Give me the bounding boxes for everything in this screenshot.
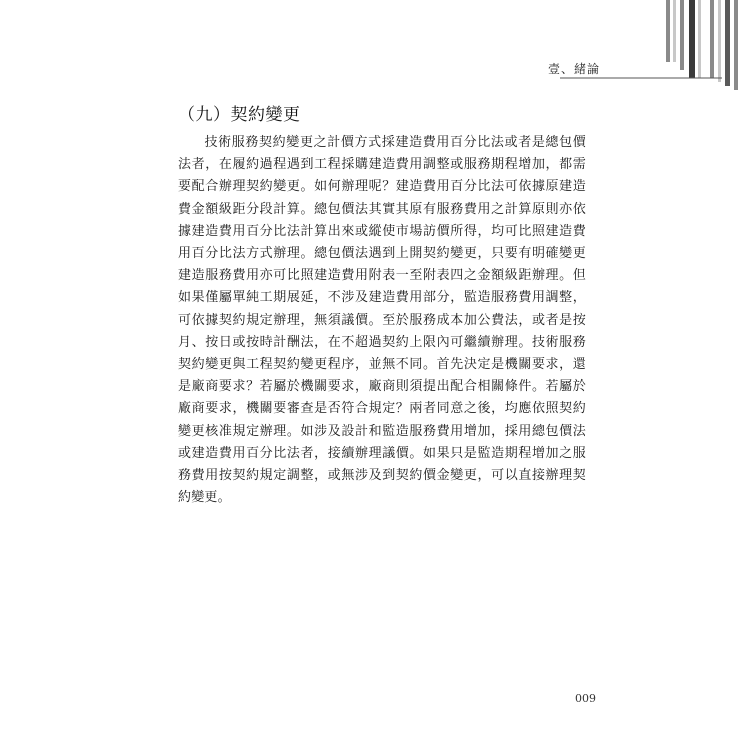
body-paragraph — [178, 132, 586, 509]
page-number: 009 — [575, 692, 596, 705]
chapter-tab-decoration — [560, 0, 750, 95]
section-heading: （九）契約變更 — [178, 105, 301, 125]
paragraph-text: 技術服務契約變更之計價方式採建造費用百分比法或者是總包價法者，在履約過程遇到工程採購建造費用調整或服務期程增加，都需要配合辦理契約變更。如何辦理呢？建造費用百分比法可依據原建造費金額級距分段計算。總包價法其實其原有服務費用之計算原則亦依據建造費用百分比法計算出來或縱使市場訪價所得，均可比照建造費用百分比法方式辦理。總包價法遇到上開契約變更，只要有明確變更建造服務費用亦可比照建造費用附表一至附表四之金額級距辦理。但如果僅屬單純工期展延，不涉及建造費用部分，監造服務費用調整，可依據契約規定辦理，無須議價。至於服務成本加公費法，或者是按月、按日或按時計酬法，在不超過契約上限內可繼續辦理。技術服務契約變更與工程契約變更程序，並無不同。首先決定是機關要求，還是廠商要求？若屬於機關要求，廠商則須提出配合相關條件。若屬於廠商要求，機關要審查是否符合規定？兩者同意之後，均應依照契約變更核准規定辦理。如涉及設計和監造服務費用增加，採用總包價法或建造費用百分比法者，接續辦理議價。如果只是監造期程增加之服務費用按契約規定調整，或無涉及到契約價金變更，可以直接辦理契約變更。 — [178, 135, 586, 506]
chapter-label: 壹、緒論 — [547, 62, 600, 76]
